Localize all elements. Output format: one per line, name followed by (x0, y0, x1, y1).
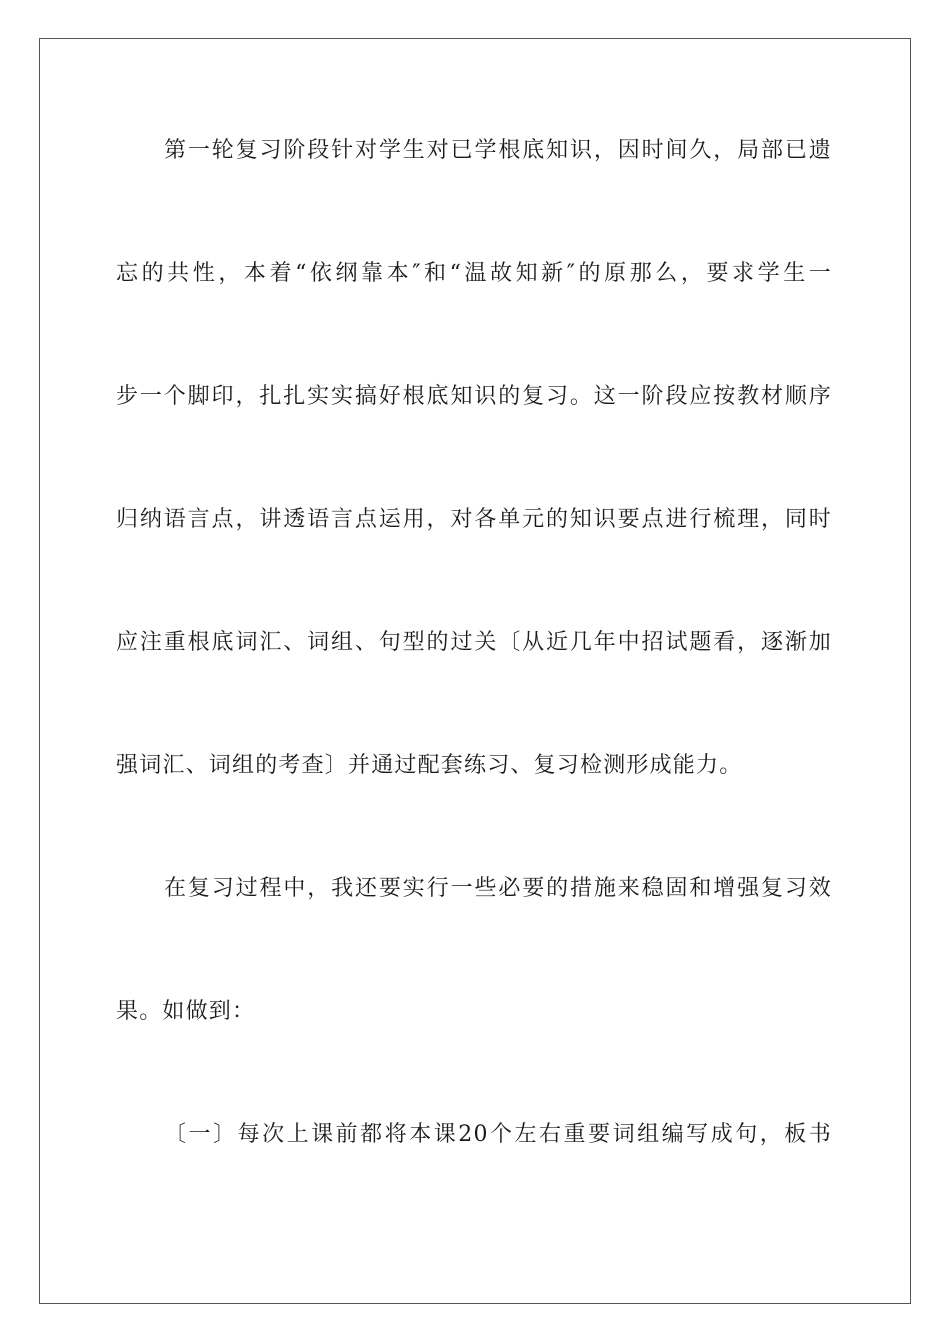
paragraph-2-line-2: 果。如做到： (116, 999, 256, 1024)
paragraph-1-line-3: 步一个脚印，扎扎实实搞好根底知识的复习。这一阶段应按教材顺序 (116, 384, 832, 409)
paragraph-1-line-2: 忘的共性，本着“依纲靠本″和“温故知新″的原那么，要求学生一 (116, 261, 832, 286)
paragraph-1-line-4: 归纳语言点，讲透语言点运用，对各单元的知识要点进行梳理，同时 (116, 507, 832, 532)
paragraph-2-line-1: 在复习过程中，我还要实行一些必要的措施来稳固和增强复习效 (164, 876, 832, 901)
paragraph-1-line-5: 应注重根底词汇、词组、句型的过关〔从近几年中招试题看，逐渐加 (116, 630, 832, 655)
paragraph-1-line-6: 强词汇、词组的考查〕并通过配套练习、复习检测形成能力。 (116, 753, 743, 778)
paragraph-1-line-1: 第一轮复习阶段针对学生对已学根底知识，因时间久，局部已遗 (164, 138, 832, 163)
paragraph-3-line-1: 〔一〕每次上课前都将本课20个左右重要词组编写成句，板书 (164, 1122, 832, 1147)
page-border (39, 38, 911, 1304)
